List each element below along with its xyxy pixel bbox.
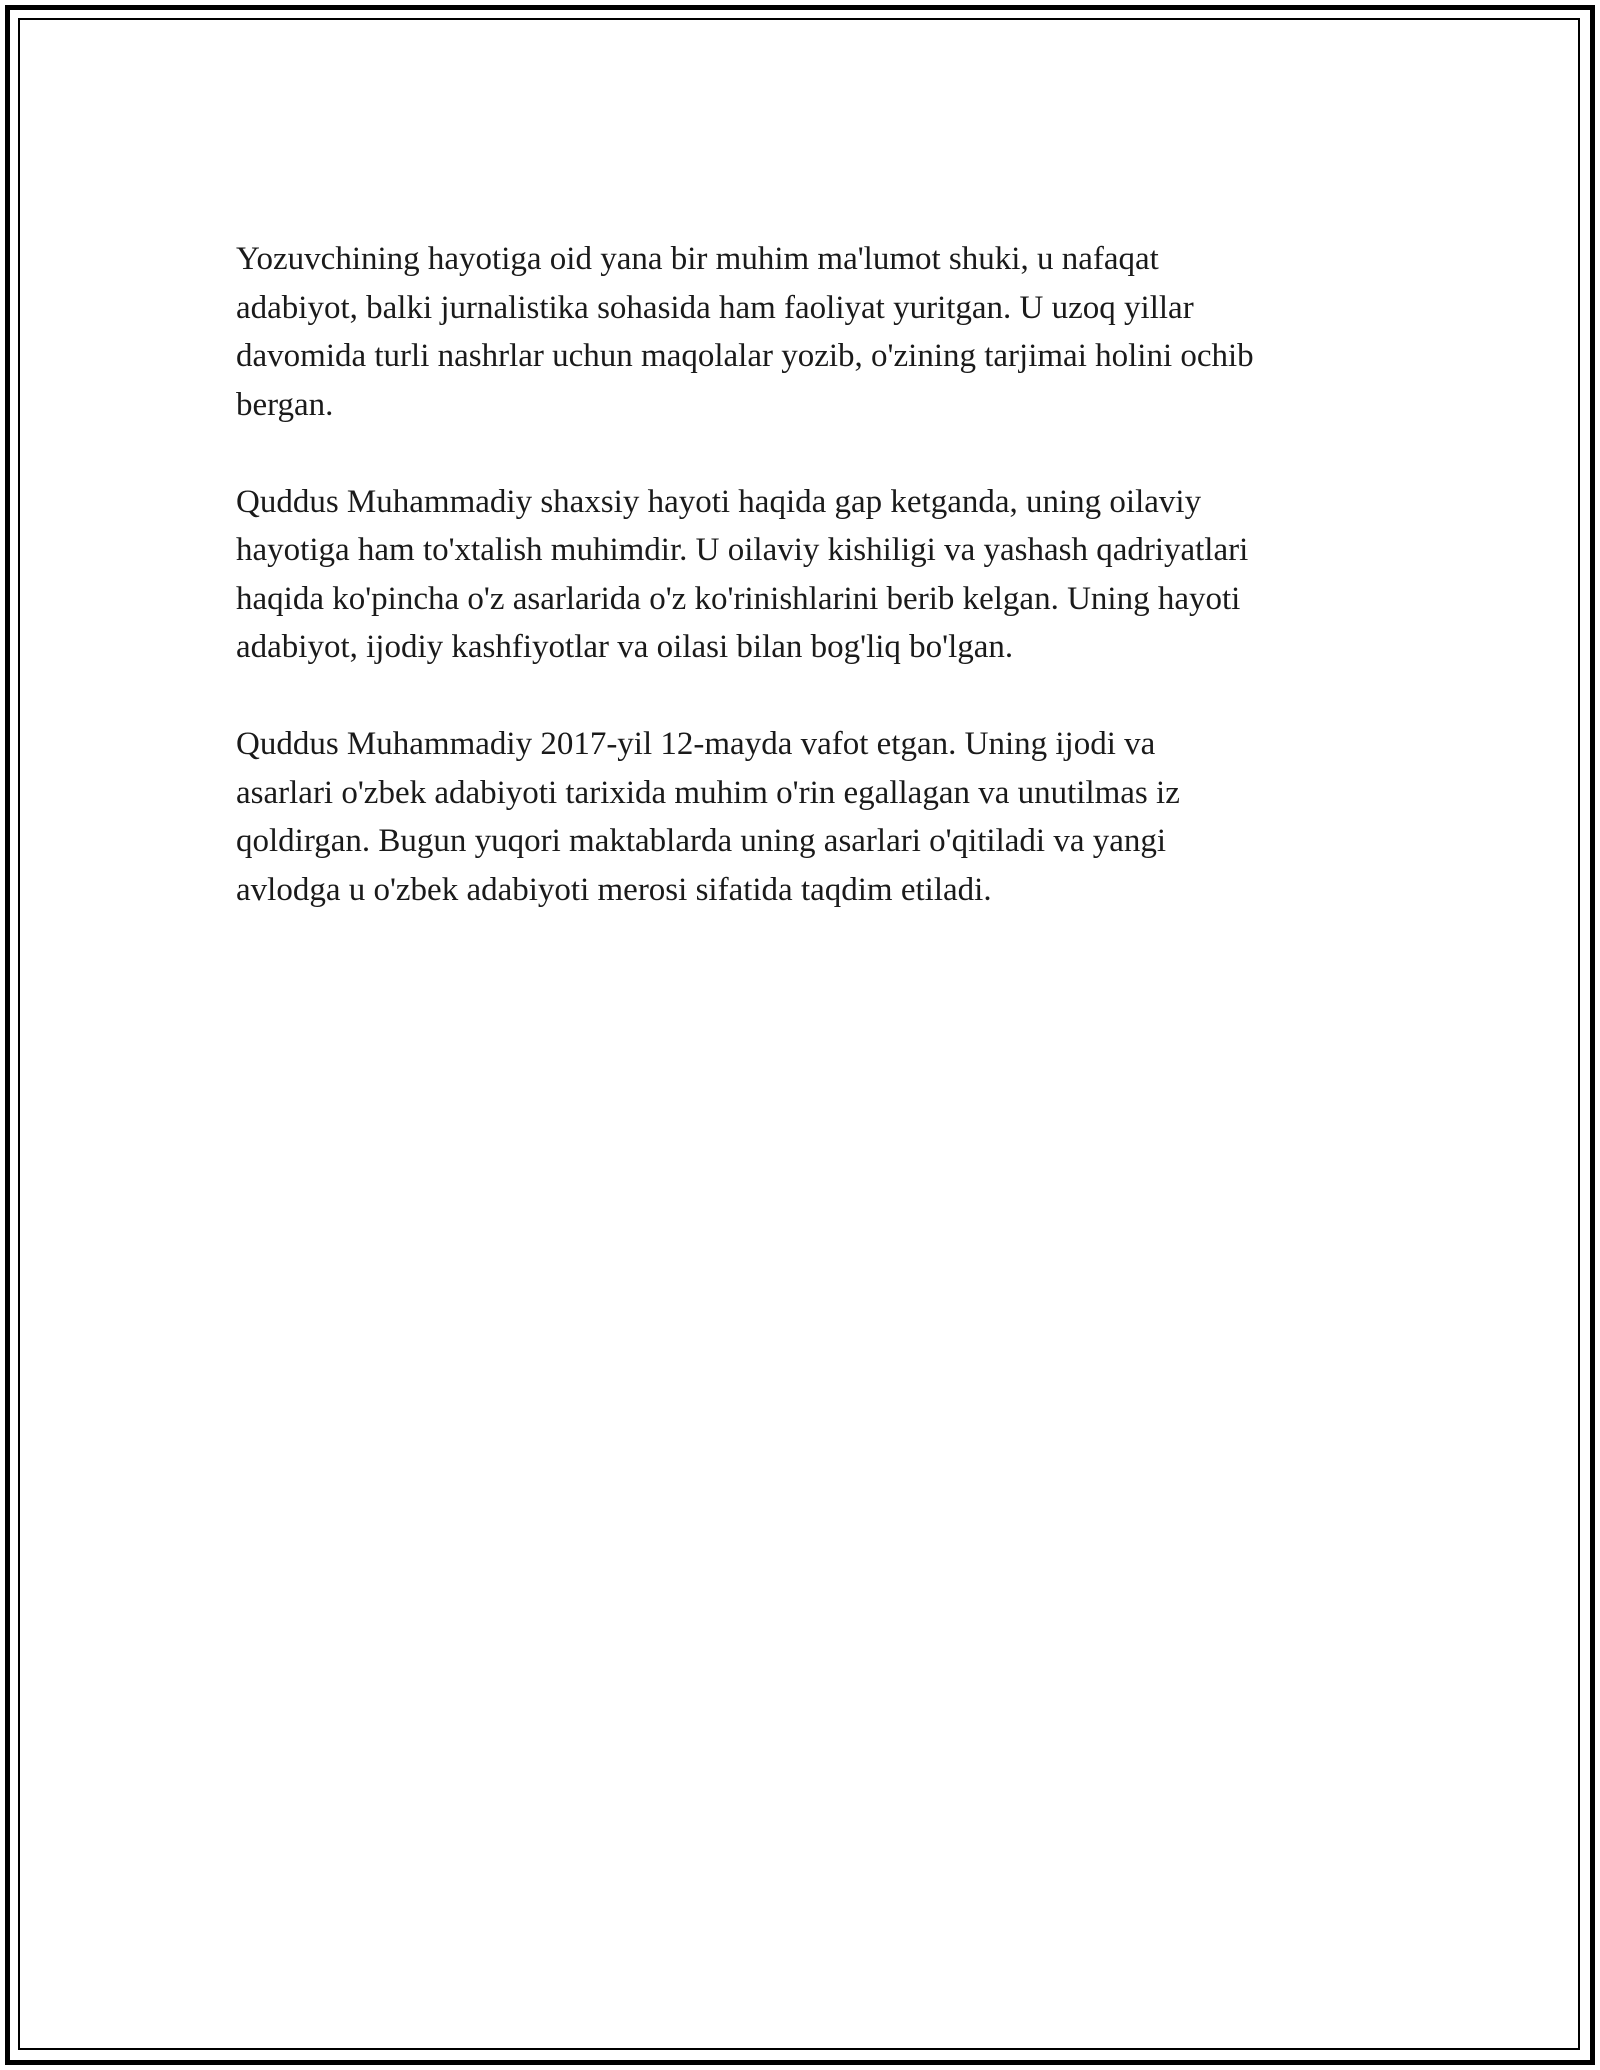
paragraph-legacy: Quddus Muhammadiy 2017-yil 12-mayda vafot etgan. Uning ijodi va asarlari o'zbek adabiyoti tarixida muhim o'rin egallagan va unutilmas iz qoldirgan. Bugun yuqori maktablarda uning asarlari o'qitiladi va yangi avlodga u o'zbek adabiyoti merosi sifatida taqdim etiladi. (236, 726, 1180, 908)
document-body (236, 235, 1386, 963)
paragraph-family-life: Quddus Muhammadiy shaxsiy hayoti haqida gap ketganda, uning oilaviy hayotiga ham to'xtalish muhimdir. U oilaviy kishiligi va yashash qadriyatlari haqida ko'pincha o'z asarlarida o'z ko'rinishlarini berib kelgan. Uning hayoti adabiyot, ijodiy kashfiyotlar va oilasi bilan bog'liq bo'lgan. (236, 483, 1249, 665)
paragraph-journalism: Yozuvchining hayotiga oid yana bir muhim ma'lumot shuki, u nafaqat adabiyot, balki jurnalistika sohasida ham faoliyat yuritgan. U uzoq yillar davomida turli nashrlar uchun maqolalar yozib, o'zining tarjimai holini ochib bergan. (236, 241, 1254, 423)
